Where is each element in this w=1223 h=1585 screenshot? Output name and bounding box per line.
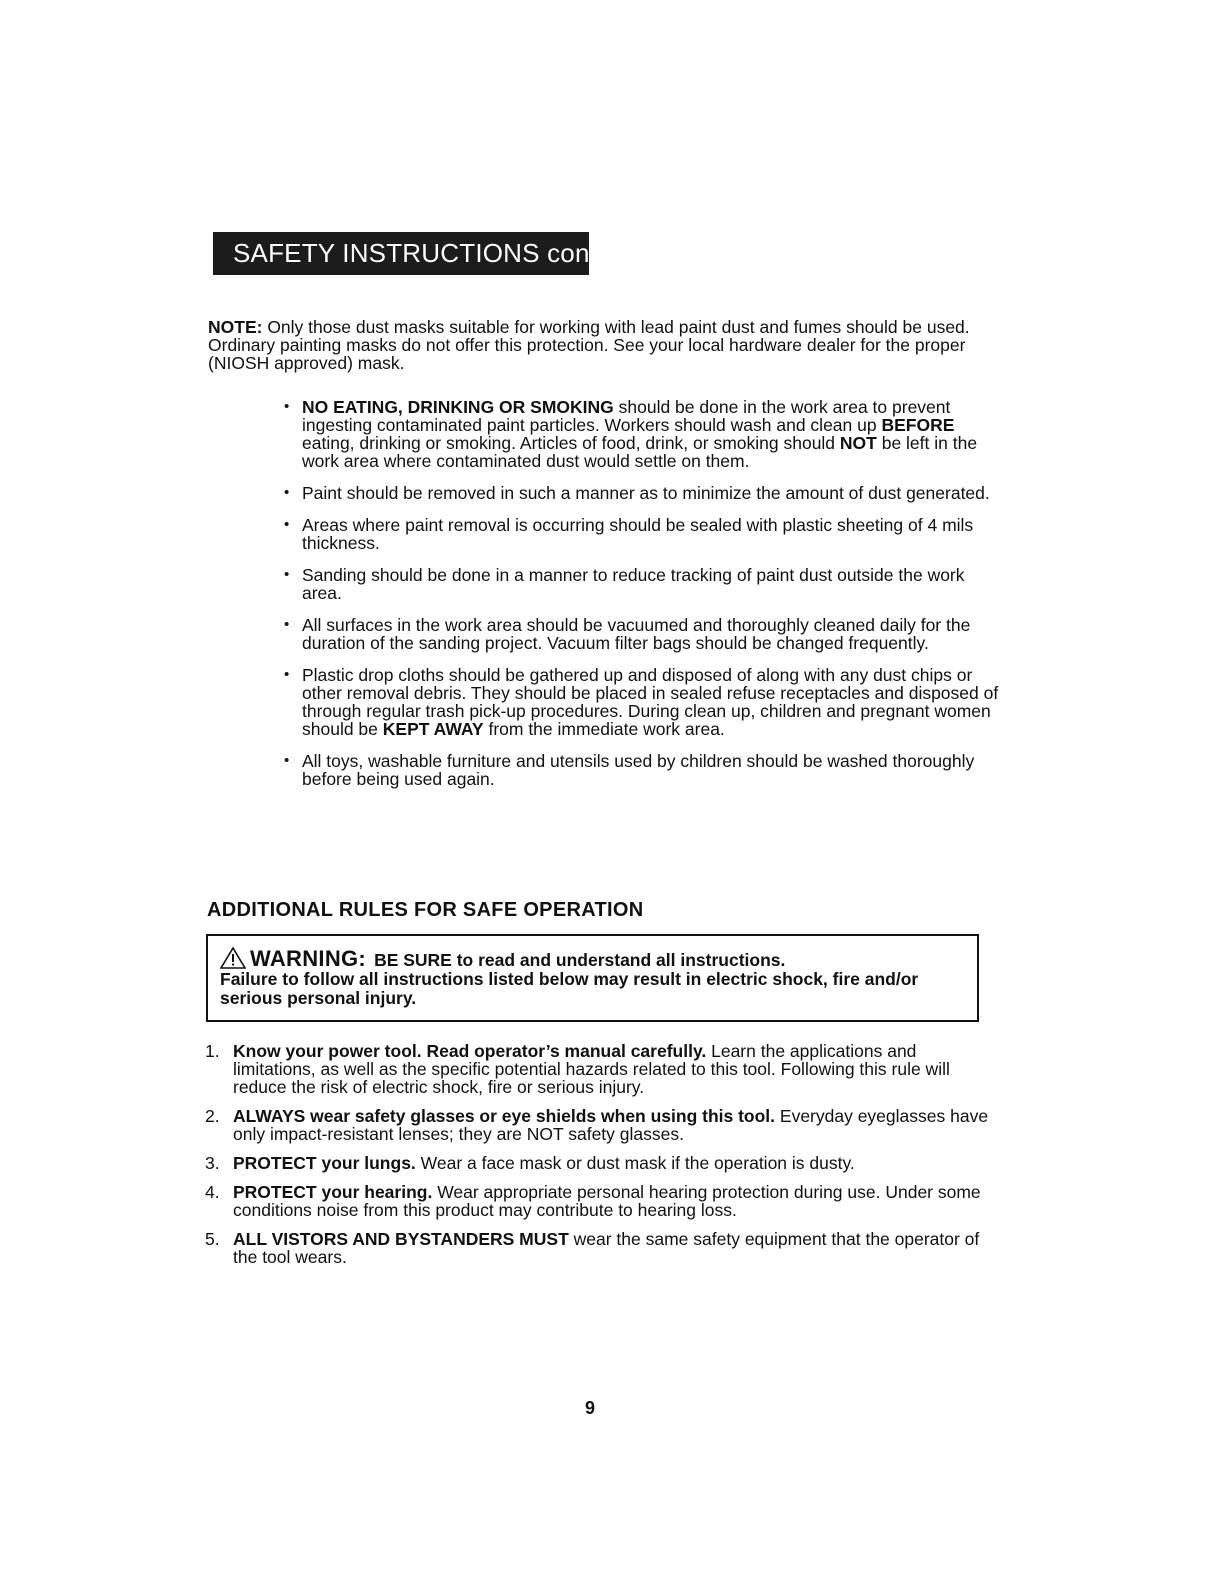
bullet-text: Areas where paint removal is occurring should be sealed with plastic sheeting of 4 mils thickness.	[302, 515, 974, 553]
bullet-text: from the immediate work area.	[483, 719, 725, 739]
rule-bold-text: Know your power tool. Read operator’s manual carefully.	[233, 1041, 707, 1061]
bullet-item	[284, 484, 1004, 502]
bullet-item	[284, 566, 1004, 602]
note-text: Only those dust masks suitable for working with lead paint dust and fumes should be used. Ordinary painting masks do not offer this protection. See your local hardware dealer for the proper (NIOSH approved) mask.	[208, 317, 970, 373]
lead-dust-bullet-list	[284, 398, 1004, 802]
bullet-emphasis: NOT	[839, 433, 877, 453]
warning-line	[220, 944, 965, 970]
bullet-text: be left in the work area where contaminated dust would settle on them.	[302, 433, 978, 471]
bullet-text: eating, drinking or smoking. Articles of food, drink, or smoking should	[302, 433, 840, 453]
rule-bold-text: PROTECT your hearing.	[233, 1182, 433, 1202]
rule-number: 2.	[205, 1106, 220, 1126]
bullet-emphasis: NO EATING, DRINKING OR SMOKING	[302, 397, 614, 417]
warning-line2-text: Failure to follow all instructions listed below may result in electric shock, fire and/or serious personal injury.	[220, 969, 919, 1008]
page-number: 9	[584, 1398, 595, 1418]
rule-bold-text: PROTECT your lungs.	[233, 1153, 416, 1173]
bullet-text: Paint should be removed in such a manner as to minimize the amount of dust generated.	[302, 483, 990, 503]
bullet-item	[284, 616, 1004, 652]
section-title: ADDITIONAL RULES FOR SAFE OPERATION	[207, 899, 644, 921]
bullet-emphasis: BEFORE	[881, 415, 955, 435]
rule-item	[205, 1107, 995, 1143]
rule-text: Learn the applications and limitations, as well as the specific potential hazards related to this tool. Following this rule will reduce the risk of electric shock, fire or serious injury.	[233, 1041, 950, 1097]
rule-number: 5.	[205, 1229, 220, 1249]
bullet-emphasis: KEPT AWAY	[382, 719, 484, 739]
rule-item	[205, 1042, 995, 1096]
rule-text: Everyday eyeglasses have only impact-resistant lenses; they are NOT safety glasses.	[233, 1106, 989, 1144]
section-header-title: SAFETY INSTRUCTIONS cont.	[233, 238, 605, 268]
warning-word: WARNING:	[250, 946, 367, 971]
rule-number: 3.	[205, 1153, 220, 1173]
note-paragraph	[208, 318, 998, 372]
section-header-bar	[213, 232, 605, 275]
safety-rules-list	[205, 1042, 995, 1277]
rule-item	[205, 1183, 995, 1219]
rule-text: Wear appropriate personal hearing protection during use. Under some conditions noise from this product may contribute to hearing loss.	[233, 1182, 981, 1220]
bullet-item	[284, 752, 1004, 788]
rule-text: Wear a face mask or dust mask if the operation is dusty.	[415, 1153, 855, 1173]
rule-number: 1.	[205, 1041, 220, 1061]
rule-text: wear the same safety equipment that the operator of the tool wears.	[233, 1229, 980, 1267]
bullet-text: Plastic drop cloths should be gathered up and disposed of along with any dust chips or other removal debris. They should be placed in sealed refuse receptacles and disposed of through regular trash pick-up procedures. During clean up, children and pregnant women should be	[302, 665, 999, 739]
rule-item	[205, 1154, 995, 1172]
warning-triangle-icon	[220, 947, 246, 969]
rule-number: 4.	[205, 1182, 220, 1202]
warning-box	[206, 934, 979, 1022]
bullet-item	[284, 398, 1004, 470]
warning-line1-text: BE SURE to read and understand all instructions.	[374, 950, 786, 970]
bullet-text: Sanding should be done in a manner to reduce tracking of paint dust outside the work area.	[302, 565, 965, 603]
bullet-text: should be done in the work area to prevent ingesting contaminated paint particles. Workers should wash and clean up	[302, 397, 951, 435]
bullet-item	[284, 516, 1004, 552]
bullet-text: All toys, washable furniture and utensils used by children should be washed thoroughly before being used again.	[302, 751, 975, 789]
bullet-text: All surfaces in the work area should be vacuumed and thoroughly cleaned daily for the duration of the sanding project. Vacuum filter bags should be changed frequently.	[302, 615, 971, 653]
rule-item	[205, 1230, 995, 1266]
rule-bold-text: ALWAYS wear safety glasses or eye shields when using this tool.	[233, 1106, 776, 1126]
bullet-item	[284, 666, 1004, 738]
rule-bold-text: ALL VISTORS AND BYSTANDERS MUST	[233, 1229, 569, 1249]
note-label: NOTE:	[208, 317, 263, 337]
